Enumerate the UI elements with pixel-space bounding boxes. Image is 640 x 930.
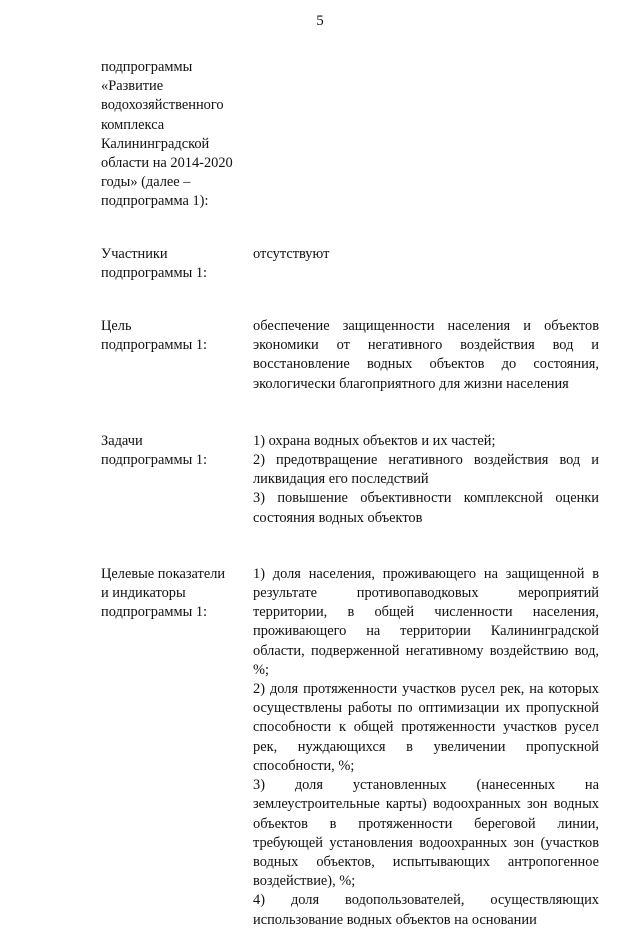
participants-label: Участники подпрограммы 1: <box>101 245 208 281</box>
title-line: подпрограммы <box>101 59 193 75</box>
indicator-item: 3) доля установленных (нанесенных на землеустроительные карты) водоохранных зон водных объектов в протяженности береговой линии, требующей установления водоохранных зон (участков водных объектов, испытывающих антропогенное воздействие), %; <box>253 777 599 890</box>
tasks-label: Задачи подпрограммы 1: <box>101 432 208 469</box>
page-number: 5 <box>316 13 324 29</box>
indicators-list <box>253 565 599 930</box>
goal-label: Цель подпрограммы 1: <box>101 318 208 354</box>
indicators-label: Целевые показатели и индикаторы подпрограммы 1: <box>101 565 226 621</box>
participants-value: отсутствуют <box>253 245 330 262</box>
task-item: 2) предотвращение негативного воздействия вод и ликвидация его последствий <box>253 452 599 488</box>
row-tasks <box>101 432 599 528</box>
subprogram-title <box>101 58 253 212</box>
tasks-list <box>253 432 599 528</box>
indicator-item: 4) доля водопользователей, осуществляющих использование водных объектов на основании <box>253 892 599 928</box>
title-line: Калининградской <box>101 135 210 152</box>
row-participants <box>101 245 599 283</box>
title-line: подпрограмма 1): <box>101 193 209 210</box>
task-item: 3) повышение объективности комплексной оценки состояния водных объектов <box>253 490 599 526</box>
title-line: области на 2014-2020 <box>101 155 233 172</box>
title-line: годы» (далее – <box>101 174 191 191</box>
indicator-item: 1) доля населения, проживающего на защищенной в результате противопаводковых мероприятий территории, в общей численности населения, проживающего на территории Калининградской области, подверженной негативному воздействию вод, %; <box>253 565 599 678</box>
indicator-item: 2) доля протяженности участков русел рек, на которых осуществлены работы по оптимизации их пропускной способности к общей протяженности участков русел рек, нуждающихся в увеличении пропускной способности, %; <box>253 681 599 774</box>
task-item: 1) охрана водных объектов и их частей; <box>253 432 496 449</box>
goal-value: обеспечение защищенности населения и объектов экономики от негативного воздействия вод и восстановление водных объектов до состояния, экологически благоприятного для жизни населения <box>253 318 599 392</box>
title-line: водохозяйственного <box>101 97 224 114</box>
row-goal <box>101 317 599 394</box>
title-line: комплекса <box>101 116 165 133</box>
row-subprogram-title <box>101 58 599 212</box>
row-indicators <box>101 565 599 930</box>
title-line: «Развитие <box>101 78 164 95</box>
passport-table <box>101 58 599 930</box>
